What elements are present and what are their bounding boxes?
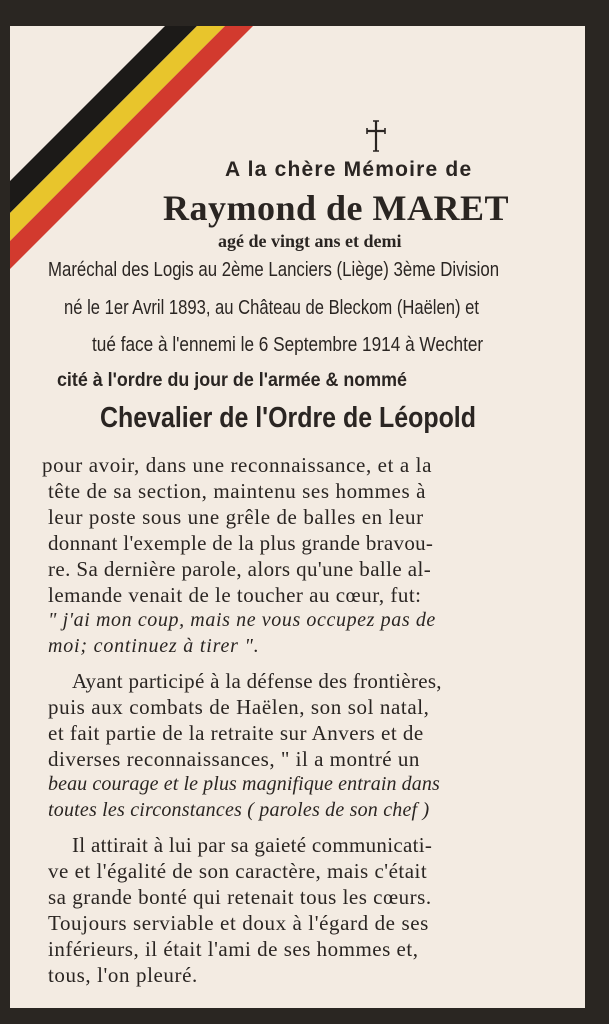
paragraph3-line: inférieurs, il était l'ami de ses hommes et, [48, 937, 419, 961]
paragraph2-line: toutes les circonstances ( paroles de son chef ) [48, 799, 430, 821]
paragraph1-line: tête de sa section, maintenu ses hommes à [48, 479, 427, 503]
paragraph1-line: leur poste sous une grêle de balles en leur [48, 505, 424, 529]
paragraph3-line: Il attirait à lui par sa gaieté communicati- [72, 833, 433, 857]
birth-line: né le 1er Avril 1893, au Château de Bleckom (Haëlen) et [64, 297, 479, 319]
paragraph1-line: pour avoir, dans une reconnaissance, et a la [42, 453, 432, 477]
paragraph1-line: donnant l'exemple de la plus grande bravou- [48, 531, 434, 555]
paragraph1-line: lemande venait de le toucher au cœur, fut: [48, 583, 422, 607]
death-line: tué face à l'ennemi le 6 Septembre 1914 à Wechter [92, 334, 484, 356]
cross-icon [364, 119, 388, 153]
paragraph1-line: re. Sa dernière parole, alors qu'une balle al- [48, 557, 432, 581]
paragraph2-line: beau courage et le plus magnifique entrain dans [48, 773, 440, 795]
paragraph2-line: diverses reconnaissances, " il a montré un [48, 747, 420, 771]
order-title: Chevalier de l'Ordre de Léopold [100, 402, 476, 434]
paragraph3-line: sa grande bonté qui retenait tous les cœurs. [48, 885, 432, 909]
age-line: agé de vingt ans et demi [218, 231, 402, 251]
card-paper [10, 26, 585, 1008]
paragraph1-line: moi; continuez à tirer ". [48, 635, 260, 657]
paragraph3-line: tous, l'on pleuré. [48, 963, 198, 987]
paragraph2-line: et fait partie de la retraite sur Anvers et de [48, 721, 424, 745]
paragraph1-line: " j'ai mon coup, mais ne vous occupez pas de [48, 609, 436, 631]
card-text [10, 26, 585, 1008]
rank-line: Maréchal des Logis au 2ème Lanciers (Liège) 3ème Division [48, 259, 500, 281]
deceased-name: Raymond de MARET [163, 188, 510, 228]
paragraph3-line: ve et l'égalité de son caractère, mais c'était [48, 859, 428, 883]
citation-line: cité à l'ordre du jour de l'armée & nommé [57, 370, 407, 391]
paragraph2-line: Ayant participé à la défense des frontières, [72, 669, 442, 693]
paragraph3-line: Toujours serviable et doux à l'égard de ses [48, 911, 429, 935]
heading: A la chère Mémoire de [225, 158, 473, 181]
paragraph2-line: puis aux combats de Haëlen, son sol natal, [48, 695, 430, 719]
